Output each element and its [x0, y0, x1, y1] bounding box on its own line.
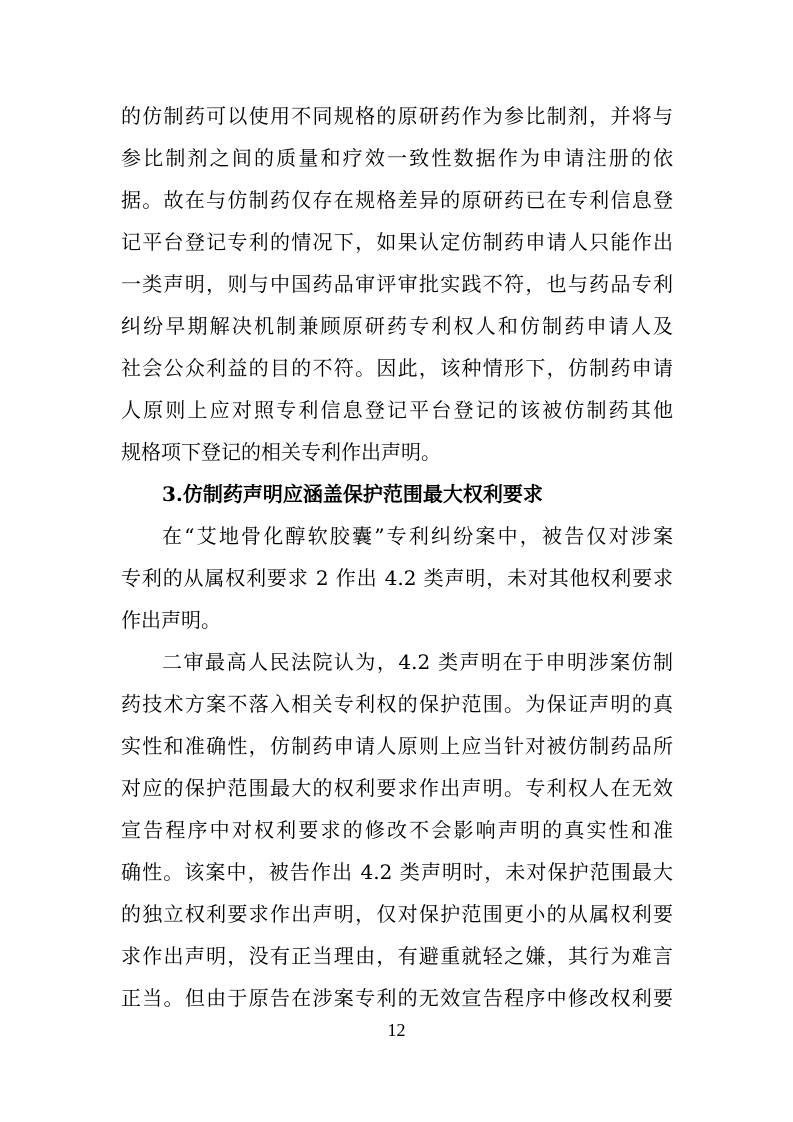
paragraph-3-line: 对应的保护范围最大的权利要求作出声明。专利权人在无效 — [121, 776, 673, 800]
paragraph-3-line: 药技术方案不落入相关专利权的保护范围。为保证声明的真 — [121, 692, 673, 716]
paragraph-2-line: 专利的从属权利要求 2 作出 4.2 类声明，未对其他权利要求 — [121, 566, 673, 590]
paragraph-1-line: 社会公众利益的目的不符。因此，该种情形下，仿制药申请 — [121, 356, 673, 380]
paragraph-1-line: 一类声明，则与中国药品审评审批实践不符，也与药品专利 — [121, 272, 673, 296]
paragraph-2-line: 在“艾地骨化醇软胶囊”专利纠纷案中，被告仅对涉案 — [162, 524, 673, 548]
paragraph-1-line: 参比制剂之间的质量和疗效一致性数据作为申请注册的依 — [121, 146, 673, 170]
paragraph-3-line: 求作出声明，没有正当理由，有避重就轻之嫌，其行为难言 — [121, 944, 673, 968]
paragraph-1-line: 人原则上应对照专利信息登记平台登记的该被仿制药其他 — [121, 398, 673, 422]
paragraph-3-line: 的独立权利要求作出声明，仅对保护范围更小的从属权利要 — [121, 902, 673, 926]
paragraph-3-line: 正当。但由于原告在涉案专利的无效宣告程序中修改权利要 — [121, 986, 673, 1010]
paragraph-1-line: 据。故在与仿制药仅存在规格差异的原研药已在专利信息登 — [121, 188, 673, 212]
section-heading: 3.仿制药声明应涵盖保护范围最大权利要求 — [162, 482, 543, 506]
paragraph-3-line: 确性。该案中，被告作出 4.2 类声明时，未对保护范围最大 — [121, 860, 673, 884]
paragraph-1-line: 规格项下登记的相关专利作出声明。 — [121, 440, 441, 464]
page-number: 12 — [387, 1020, 406, 1040]
paragraph-1-line: 记平台登记专利的情况下，如果认定仿制药申请人只能作出 — [121, 230, 673, 254]
paragraph-2-line: 作出声明。 — [121, 608, 221, 632]
paragraph-3-line: 二审最高人民法院认为，4.2 类声明在于申明涉案仿制 — [162, 650, 673, 674]
paragraph-3-line: 宣告程序中对权利要求的修改不会影响声明的真实性和准 — [121, 818, 673, 842]
paragraph-1-line: 的仿制药可以使用不同规格的原研药作为参比制剂，并将与 — [121, 104, 673, 128]
paragraph-3-line: 实性和准确性，仿制药申请人原则上应当针对被仿制药品所 — [121, 734, 673, 758]
paragraph-1-line: 纠纷早期解决机制兼顾原研药专利权人和仿制药申请人及 — [121, 314, 673, 338]
